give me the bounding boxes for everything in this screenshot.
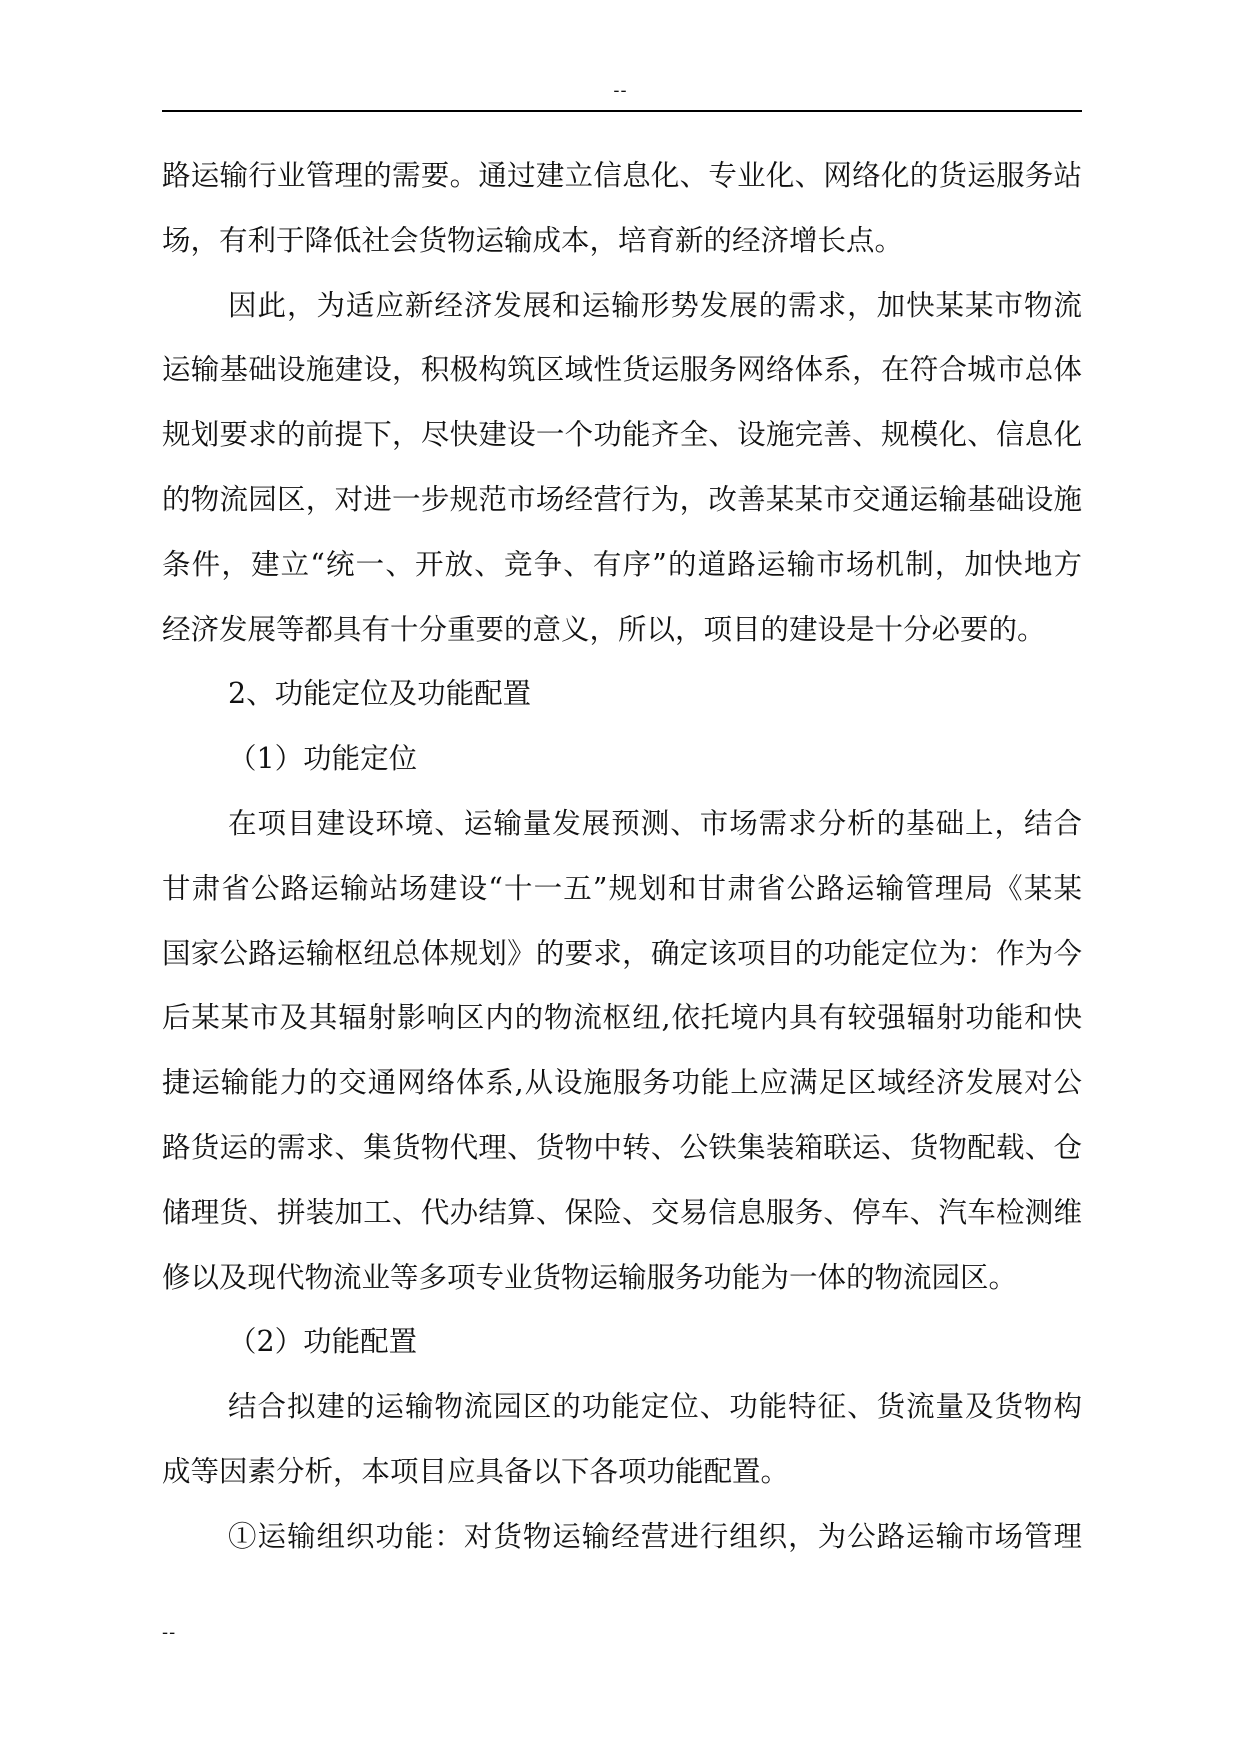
text-line: 运输基础设施建设，积极构筑区域性货运服务网络体系，在符合城市总体: [162, 353, 1082, 387]
text-line: 场，有利于降低社会货物运输成本，培育新的经济增长点。: [162, 223, 904, 257]
text-line: 国家公路运输枢纽总体规划》的要求，确定该项目的功能定位为：作为今: [162, 936, 1082, 970]
subsection-heading: （1）功能定位: [228, 742, 418, 776]
header-divider: [162, 110, 1082, 112]
subsection-heading: （2）功能配置: [228, 1325, 418, 1359]
text-line: 甘肃省公路运输站场建设“十一五”规划和甘肃省公路运输管理局《某某: [162, 871, 1082, 905]
text-line: 修以及现代物流业等多项专业货物运输服务功能为一体的物流园区。: [162, 1260, 1018, 1294]
paragraph-start-line: 因此，为适应新经济发展和运输形势发展的需求，加快某某市物流: [228, 288, 1082, 322]
page-header-mark: --: [613, 80, 628, 101]
text-line: 后某某市及其辐射影响区内的物流枢纽,依托境内具有较强辐射功能和快: [162, 1001, 1082, 1035]
paragraph-start-line: 结合拟建的运输物流园区的功能定位、功能特征、货流量及货物构: [228, 1390, 1082, 1424]
page-footer-mark: --: [162, 1622, 177, 1643]
text-line: 路运输行业管理的需要。通过建立信息化、专业化、网络化的货运服务站: [162, 159, 1082, 192]
document-body: [162, 155, 1082, 1581]
section-heading: 2、功能定位及功能配置: [228, 677, 532, 711]
text-line: 路货运的需求、集货物代理、货物中转、公铁集装箱联运、货物配载、仓: [162, 1130, 1082, 1164]
text-line: 储理货、拼装加工、代办结算、保险、交易信息服务、停车、汽车检测维: [162, 1195, 1082, 1229]
text-line: 捷运输能力的交通网络体系,从设施服务功能上应满足区域经济发展对公: [162, 1066, 1082, 1100]
text-line: 规划要求的前提下，尽快建设一个功能齐全、设施完善、规模化、信息化: [162, 418, 1082, 452]
text-line: 经济发展等都具有十分重要的意义，所以，项目的建设是十分必要的。: [162, 612, 1046, 646]
paragraph-start-line: ①运输组织功能：对货物运输经营进行组织，为公路运输市场管理: [228, 1519, 1082, 1553]
text-line: 条件，建立“统一、开放、竞争、有序”的道路运输市场机制，加快地方: [162, 547, 1082, 581]
text-line: 成等因素分析，本项目应具备以下各项功能配置。: [162, 1454, 790, 1488]
text-line: 的物流园区，对进一步规范市场经营行为，改善某某市交通运输基础设施: [162, 482, 1082, 516]
paragraph-start-line: 在项目建设环境、运输量发展预测、市场需求分析的基础上，结合: [228, 806, 1082, 840]
